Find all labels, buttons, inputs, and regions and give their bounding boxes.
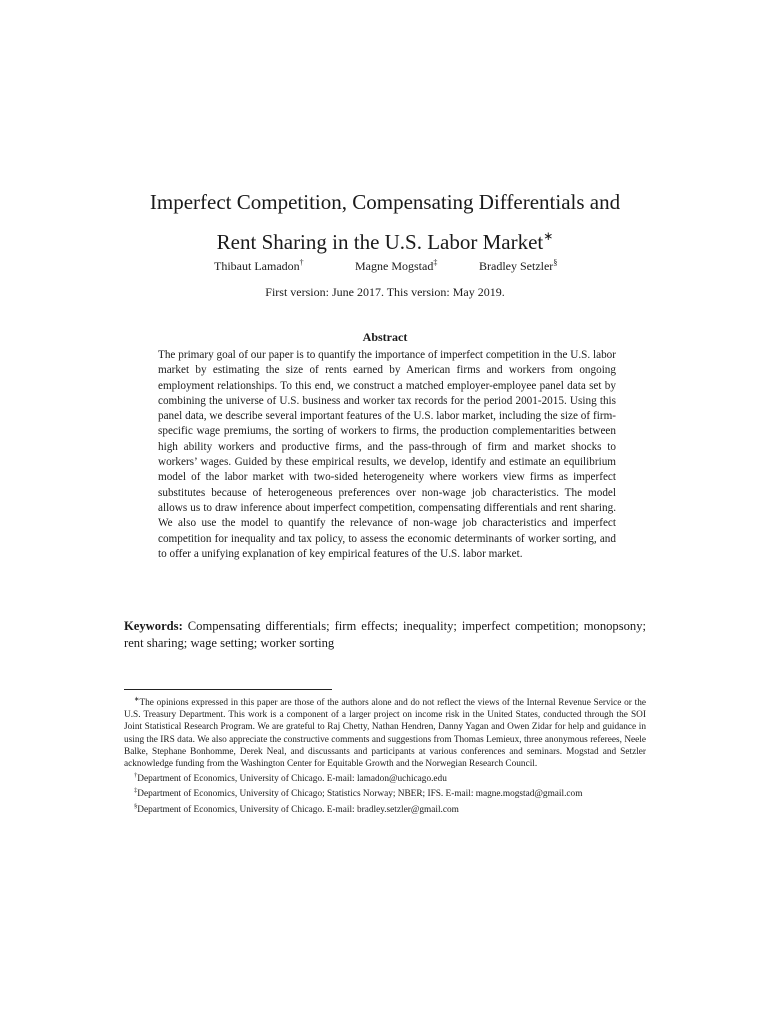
footnote-mark: ∗ [134, 696, 140, 703]
footnote-setzler [124, 801, 646, 816]
author-name: Thibaut Lamadon [214, 259, 300, 273]
footnotes [124, 694, 646, 816]
keywords-text: Compensating differentials; firm effects; inequality; imperfect competition; monopsony; rent sharing; wage setting; worker sorting [124, 619, 646, 650]
footnote-text: The opinions expressed in this paper are those of the authors alone and do not reflect the views of the Internal Revenue Service or the U.S. Treasury Department. This work is a component of a larger project on income risk in the United States, conducted through the SOI Joint Statistical Research Program. We are grateful to Raj Chetty, Nathan Hendren, Danny Yagan and Owen Zidar for help and guidance in using the IRS data. We also appreciate the constructive comments and suggestions from Thomas Lemieux, three anonymous referees, Neele Balke, Stephane Bonhomme, Derek Neal, and discussants and participants at various conferences and seminars. Mogstad and Setzler acknowledge funding from the Washington Center for Equitable Growth and the Norwegian Research Council. [124, 698, 646, 770]
footnote-rule [124, 689, 332, 690]
author-name: Bradley Setzler [479, 259, 554, 273]
author-lamadon [214, 258, 304, 274]
footnote-text: Department of Economics, University of Chicago. E-mail: lamadon@uchicago.edu [137, 774, 447, 785]
footnote-mark: § [134, 802, 138, 810]
footnote-mogstad [124, 785, 646, 800]
author-mark: ‡ [433, 258, 438, 267]
version-line: First version: June 2017. This version: May 2019. [265, 285, 505, 299]
title-footnote-mark: ∗ [543, 229, 554, 244]
author-mogstad [355, 258, 437, 274]
footnote-text: Department of Economics, University of Chicago; Statistics Norway; NBER; IFS. E-mail: magne.mogstad@gmail.com [137, 789, 583, 800]
title-line-1: Imperfect Competition, Compensating Differentials and [149, 190, 621, 215]
footnote-lamadon [124, 770, 646, 785]
abstract-heading: Abstract [362, 330, 408, 344]
author-setzler [479, 258, 557, 274]
footnote-text: Department of Economics, University of Chicago. E-mail: bradley.setzler@gmail.com [137, 804, 459, 815]
keywords-section [124, 618, 646, 652]
abstract-text: The primary goal of our paper is to quantify the importance of imperfect competition in the U.S. labor market by estimating the size of rents earned by American firms and workers from ongoing employment relationships. To this end, we construct a matched employer-employee panel data set by combining the universe of U.S. business and worker tax records for the period 2001-2015. Using this panel data, we describe several important features of the U.S. labor market, including the size of firm-specific wage premiums, the sorting of workers to firms, the production complementarities between high ability workers and productive firms, and the pass-through of firm and market shocks to workers’ wages. Guided by these empirical results, we develop, identify and estimate an equilibrium model of the labor market with two-sided heterogeneity where workers view firms as imperfect substitutes because of heterogeneous preferences over non-wage job characteristics. The model allows us to draw inference about imperfect competition, compensating differentials and rent sharing. We also use the model to quantify the relevance of non-wage job characteristics and imperfect competition for inequality and tax policy, to assess the economic determinants of worker sorting, and to offer a unifying explanation of key empirical features of the U.S. labor market. [158, 349, 616, 560]
keywords-label: Keywords: [124, 619, 183, 633]
footnote-disclaimer [124, 694, 646, 770]
author-name: Magne Mogstad [355, 259, 434, 273]
footnote-mark: ‡ [134, 787, 138, 795]
author-mark: † [299, 258, 304, 267]
author-mark: § [553, 258, 558, 267]
footnote-mark: † [134, 772, 138, 780]
title-line-2: Rent Sharing in the U.S. Labor Market [216, 230, 544, 255]
paper-title [100, 185, 670, 259]
